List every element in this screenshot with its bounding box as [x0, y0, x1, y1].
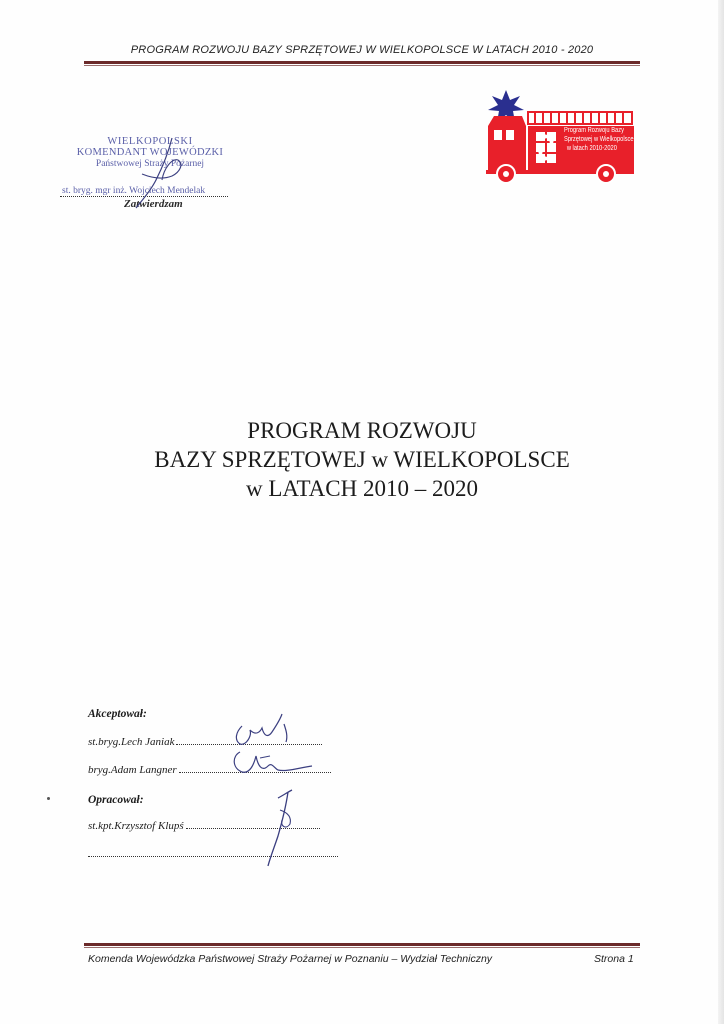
title-line-2: BAZY SPRZĘTOWEJ w WIELKOPOLSCE	[154, 447, 570, 472]
handwritten-signatures	[220, 706, 350, 876]
logo-caption-line-1: Program Rozwoju Bazy	[564, 127, 624, 134]
stamp-signatory: st. bryg. mgr inż. Wojciech Mendelak	[62, 186, 206, 196]
stamp-signature-scribble	[128, 134, 198, 212]
page-number: Strona 1	[594, 953, 634, 965]
stamp-line-3: Państwowej Straży Pożarnej	[95, 158, 205, 169]
document-title	[60, 416, 664, 503]
approval-label: Zatwierdzam	[124, 198, 183, 210]
title-line-3: w LATACH 2010 – 2020	[246, 476, 478, 501]
stamp-line-2: KOMENDANT WOJEWÓDZKI	[76, 147, 224, 159]
scan-speck	[47, 797, 50, 800]
footer-rule	[84, 943, 640, 946]
scan-edge	[718, 0, 724, 1024]
footer-institution: Komenda Wojewódzka Państwowej Straży Pożarnej w Poznaniu – Wydział Techniczny	[88, 953, 493, 965]
header-rule	[84, 61, 640, 64]
accepted-heading: Akceptował:	[88, 708, 147, 720]
title-line-1: PROGRAM ROZWOJU	[247, 418, 477, 443]
logo-caption-line-3: w latach 2010-2020	[566, 145, 617, 153]
prepared-heading: Opracował:	[88, 794, 144, 806]
accepted-name-1: st.bryg.Lech Janiak	[88, 736, 175, 748]
running-header: PROGRAM ROZWOJU BAZY SPRZĘTOWEJ W WIELKOPOLSCE W LATACH 2010 - 2020	[130, 44, 594, 56]
footer-rule-thin	[84, 947, 640, 948]
header-rule-thin	[84, 65, 640, 66]
accepted-name-2: bryg.Adam Langner	[88, 764, 177, 776]
stamp-line-1: WIELKOPOLSKI	[107, 136, 193, 147]
logo-caption	[564, 126, 634, 153]
prepared-name-1: st.kpt.Krzysztof Klupś	[88, 820, 184, 832]
logo-caption-line-2: Sprzętowej w Wielkopolsce	[564, 136, 634, 144]
